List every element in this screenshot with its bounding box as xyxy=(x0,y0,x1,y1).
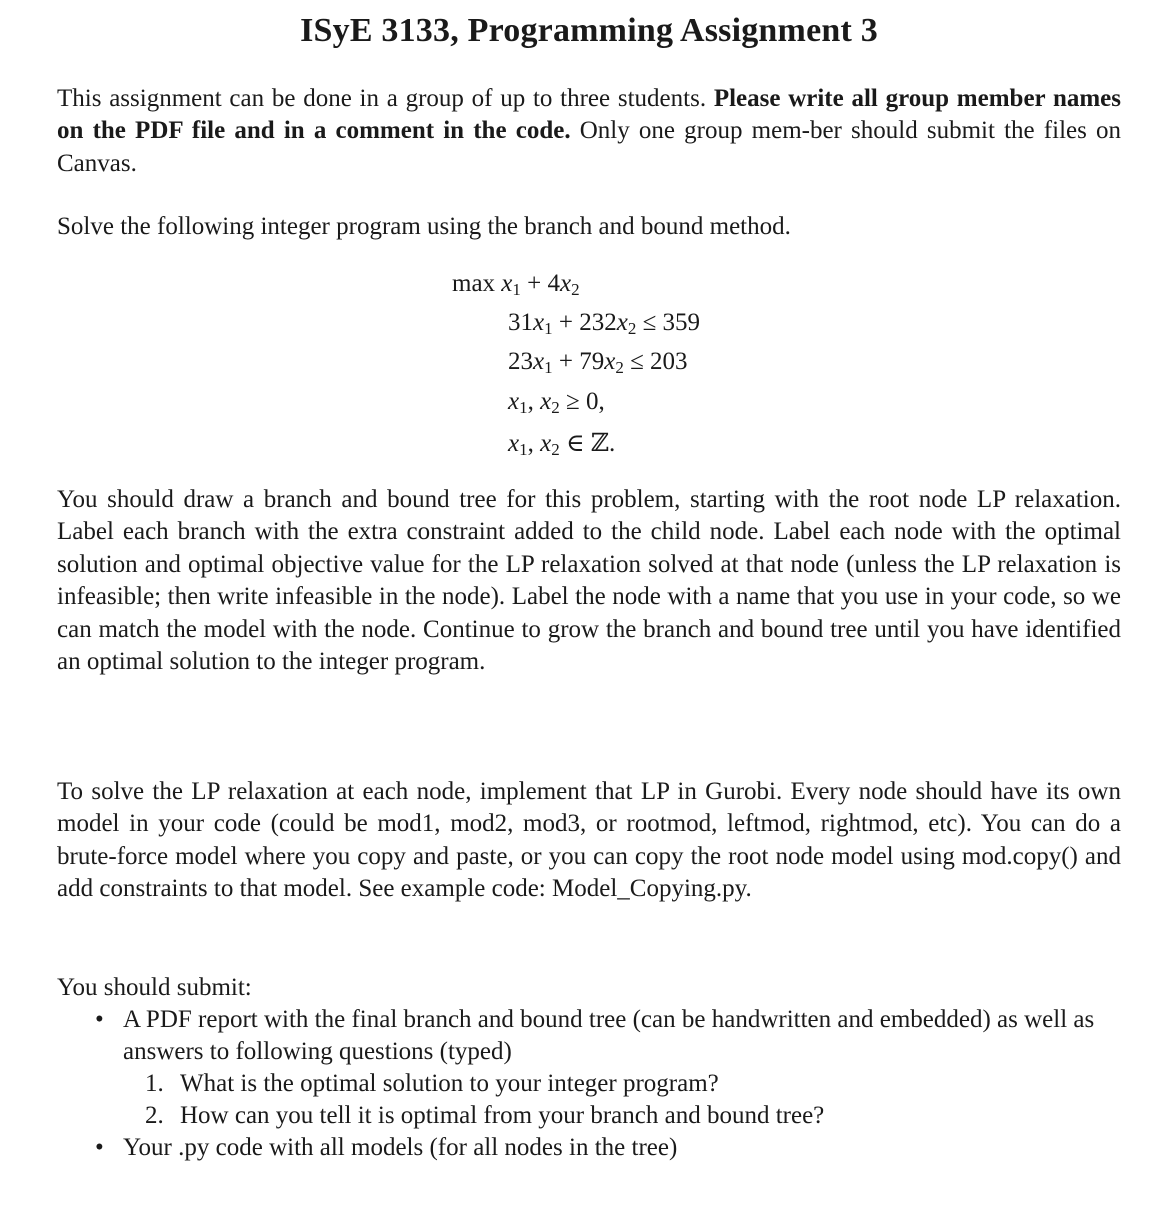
bullet-icon: • xyxy=(95,1006,104,1033)
constraint-2: $23x_1 + 79x_2 \le 203$ xyxy=(508,348,688,377)
question-2 xyxy=(57,1100,1137,1132)
question-text: How can you tell it is optimal from your branch and bound tree? xyxy=(180,1102,825,1129)
intro-text-end: Only one group mem-ber should submit the files on Canvas. xyxy=(57,117,1122,177)
submission-item-code xyxy=(57,1132,1137,1164)
gurobi-instructions: To solve the LP relaxation at each node, implement that LP in Gurobi. Every node should have its own model in your code (could be mod1, mod2, mod3, or rootmod, leftmod, rightmod, etc). You can do a brute-force model where you copy and paste, or you can copy the root node model using mod.copy() and add constraints to that model. See example code: Model_Copying.py. xyxy=(57,778,1121,903)
objective-keyword: max xyxy=(452,270,496,297)
submission-heading: You should submit: xyxy=(57,974,252,1001)
nonnegativity-constraint: $x_1$, $x_2 \ge 0$, xyxy=(508,388,605,417)
intro-bold-text: Please write all group member names on the PDF file and in a comment in the code. xyxy=(57,85,1122,145)
submission-item-text: A PDF report with the final branch and bound tree (can be handwritten and embedded) as well as answers to following questions (typed) xyxy=(123,1006,1095,1065)
submission-item-text: Your .py code with all models (for all nodes in the tree) xyxy=(123,1134,678,1161)
question-number: 1. xyxy=(145,1070,164,1097)
submission-section xyxy=(57,972,1137,1164)
document-title: ISyE 3133, Programming Assignment 3 xyxy=(300,12,878,49)
objective-expression: $x_1 + 4x_2$ xyxy=(501,270,580,299)
solve-instruction: Solve the following integer program using the branch and bound method. xyxy=(57,213,791,240)
question-text: What is the optimal solution to your integer program? xyxy=(180,1070,719,1097)
integrality-constraint: $x_1$, $x_2$ ∈ ℤ. xyxy=(508,430,616,459)
constraint-1: $31x_1 + 232x_2 \le 359$ xyxy=(508,309,701,338)
objective-function xyxy=(452,270,580,298)
question-1 xyxy=(57,1068,1137,1100)
submission-item-pdf xyxy=(57,1004,1137,1132)
intro-text: This assignment can be done in a group of up to three students. xyxy=(57,85,707,112)
bullet-icon: • xyxy=(95,1134,104,1161)
intro-paragraph xyxy=(57,83,1121,180)
question-number: 2. xyxy=(145,1102,164,1129)
tree-instructions: You should draw a branch and bound tree for this problem, starting with the root node LP relaxation. Label each branch with the extra constraint added to the child node. Label each node with the optimal solution and optimal objective value for the LP relaxation solved at that node (unless the LP relaxation is infeasible; then write infeasible in the node). Label the node with a name that you use in your code, so we can match the model with the node. Continue to grow the branch and bound tree until you have identified an optimal solution to the integer program. xyxy=(57,486,1121,676)
